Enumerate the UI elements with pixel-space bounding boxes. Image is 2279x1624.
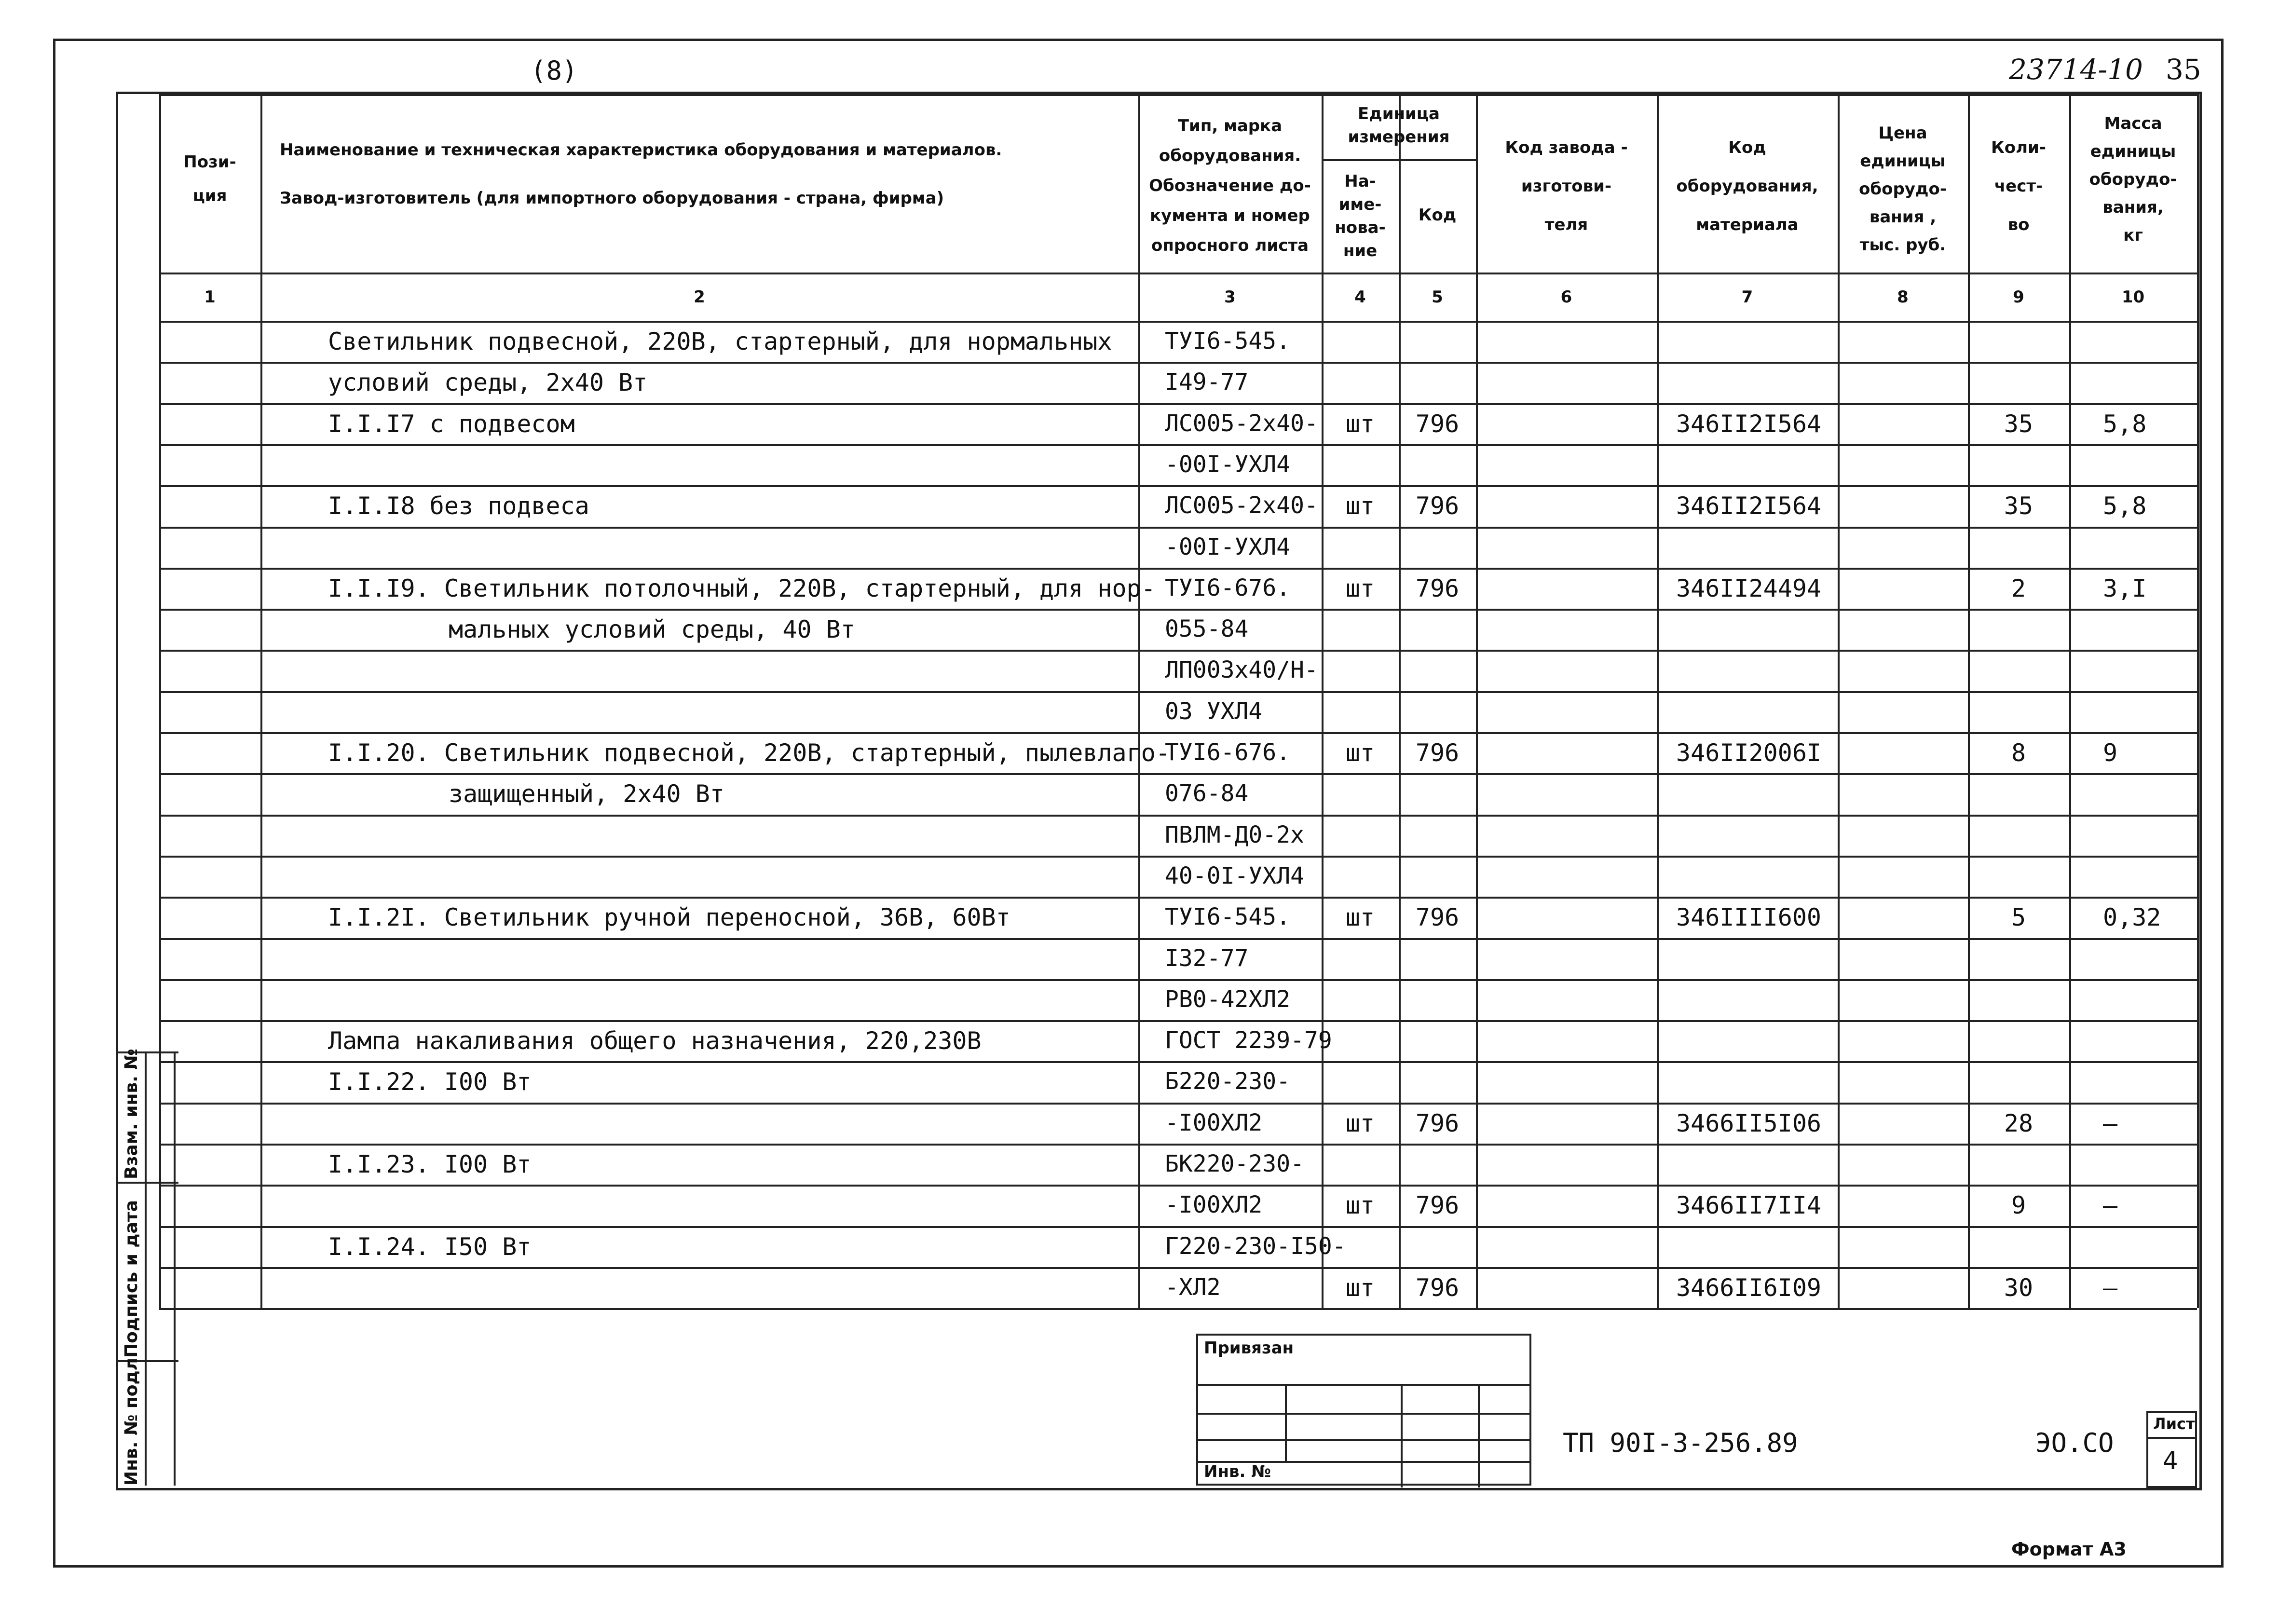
row-rule <box>159 1226 2197 1228</box>
row-equip-code: 346II24494 <box>1676 574 1822 602</box>
row-mass: 9 <box>2103 739 2118 767</box>
row-equip-code: 3466II6I09 <box>1676 1273 1822 1302</box>
header-qty: во <box>2007 215 2030 234</box>
col-rule-7 <box>1838 94 1840 1308</box>
row-unit-code: 796 <box>1415 1109 1460 1137</box>
side-label-vzam: Взам. инв. № <box>122 1049 141 1179</box>
column-number-7: 7 <box>1741 287 1753 307</box>
format-label: Формат А3 <box>2011 1539 2127 1560</box>
header-name-line2: Завод-изготовитель (для импортного оборудования - страна, фирма) <box>280 189 944 208</box>
header-qty: Коли- <box>1991 138 2046 157</box>
row-qty: 30 <box>2004 1273 2033 1302</box>
header-unit-name: име- <box>1338 195 1382 214</box>
number-row-rule <box>159 321 2197 323</box>
row-type: Г220-230-I50- <box>1165 1232 1346 1260</box>
row-type: ТУI6-676. <box>1165 739 1291 766</box>
col-rule-1 <box>260 94 262 1308</box>
row-equip-code: 346II2I564 <box>1676 492 1822 520</box>
privyazan-label: Привязан <box>1204 1338 1294 1358</box>
row-name: I.I.23. I00 Вт <box>328 1150 532 1178</box>
header-equip-code: материала <box>1696 215 1799 234</box>
col-rule-5 <box>1476 94 1478 1308</box>
row-rule <box>159 527 2197 529</box>
row-rule <box>159 732 2197 734</box>
row-type: 055-84 <box>1165 615 1249 643</box>
column-number-8: 8 <box>1897 287 1909 307</box>
table-top-rule <box>159 94 2197 96</box>
page-number-top: (8) <box>531 55 578 86</box>
row-type: Б220-230- <box>1165 1068 1291 1095</box>
row-unit: шт <box>1345 492 1375 520</box>
row-type: ЛС005-2х40- <box>1165 409 1318 437</box>
header-unit: Единица <box>1358 104 1440 123</box>
row-type: ТУI6-545. <box>1165 903 1291 931</box>
header-factory-code: изготови- <box>1521 177 1612 196</box>
row-name: I.I.I8 без подвеса <box>328 492 589 520</box>
header-factory-code: Код завода - <box>1505 138 1628 157</box>
row-rule <box>159 1061 2197 1063</box>
row-unit: шт <box>1345 739 1375 767</box>
row-unit-code: 796 <box>1415 903 1460 932</box>
row-rule <box>159 691 2197 693</box>
row-type: ТУI6-545. <box>1165 328 1291 355</box>
col-rule-10 <box>2197 94 2199 1308</box>
row-unit: шт <box>1345 409 1375 438</box>
row-type: ГОСТ 2239-79 <box>1165 1027 1332 1054</box>
row-mass: – <box>2103 1109 2118 1137</box>
row-rule <box>159 1267 2197 1269</box>
row-rule <box>159 1020 2197 1022</box>
row-type: ТУI6-676. <box>1165 574 1291 601</box>
column-number-4: 4 <box>1354 287 1366 307</box>
row-name: защищенный, 2х40 Вт <box>449 780 724 808</box>
row-rule <box>159 362 2197 364</box>
col-rule-6 <box>1657 94 1659 1308</box>
row-mass: 3,I <box>2103 574 2147 602</box>
top-right-sheet: 35 <box>2166 53 2201 86</box>
row-unit-code: 796 <box>1415 1191 1460 1220</box>
row-name: Светильник подвесной, 220В, стартерный, для нормальных <box>328 328 1112 355</box>
row-mass: – <box>2103 1273 2118 1302</box>
row-qty: 35 <box>2004 492 2033 520</box>
row-name: условий среды, 2х40 Вт <box>328 368 648 397</box>
row-type: -00I-УХЛ4 <box>1165 450 1291 478</box>
row-rule <box>159 485 2197 487</box>
row-unit: шт <box>1345 903 1375 932</box>
header-mass: Масса <box>2104 114 2162 133</box>
header-unit: измерения <box>1348 127 1450 147</box>
sheet-box <box>2146 1411 2197 1488</box>
row-unit: шт <box>1345 1109 1375 1137</box>
header-price: единицы <box>1860 151 1946 171</box>
row-equip-code: 3466II5I06 <box>1676 1109 1822 1137</box>
side-label-podpis: Подпись и дата <box>122 1200 141 1358</box>
row-rule <box>159 650 2197 652</box>
header-type: Тип, марка <box>1177 116 1283 136</box>
header-mass: оборудо- <box>2089 170 2177 189</box>
row-mass: 0,32 <box>2103 903 2161 932</box>
row-rule <box>159 897 2197 899</box>
section-code: ЭО.СО <box>2035 1428 2114 1458</box>
row-name: I.I.24. I50 Вт <box>328 1232 532 1261</box>
row-equip-code: 346II2I564 <box>1676 409 1822 438</box>
row-type: -I00ХЛ2 <box>1165 1191 1263 1219</box>
row-rule <box>159 938 2197 940</box>
header-unit-name: нова- <box>1335 218 1386 237</box>
row-rule <box>159 1144 2197 1146</box>
row-type: ЛС005-2х40- <box>1165 492 1318 519</box>
header-mass: единицы <box>2090 142 2176 161</box>
header-unit-code: Код <box>1418 205 1457 225</box>
row-type: БК220-230- <box>1165 1150 1304 1177</box>
row-rule <box>159 815 2197 817</box>
column-number-6: 6 <box>1560 287 1572 307</box>
header-type: Обозначение до- <box>1149 176 1311 195</box>
row-qty: 9 <box>2011 1191 2026 1220</box>
side-label-inv: Инв. № подл. <box>122 1351 141 1486</box>
header-mass: кг <box>2123 226 2143 245</box>
row-type: -I00ХЛ2 <box>1165 1109 1263 1136</box>
row-rule <box>159 568 2197 570</box>
row-qty: 8 <box>2011 739 2026 767</box>
row-name: мальных условий среды, 40 Вт <box>449 615 855 644</box>
row-type: -00I-УХЛ4 <box>1165 533 1291 560</box>
row-type: I49-77 <box>1165 368 1249 396</box>
header-equip-code: оборудования, <box>1676 177 1818 196</box>
row-name: I.I.20. Светильник подвесной, 220В, стартерный, пылевлаго- <box>328 739 1170 767</box>
row-name: I.I.I9. Светильник потолочный, 220В, стартерный, для нор- <box>328 574 1156 602</box>
row-rule <box>159 979 2197 981</box>
sheet-label: Лист <box>2153 1415 2195 1433</box>
header-unit-name: На- <box>1344 172 1376 191</box>
row-name: I.I.22. I00 Вт <box>328 1068 532 1096</box>
row-unit-code: 796 <box>1415 1273 1460 1302</box>
column-number-5: 5 <box>1432 287 1443 307</box>
sheet-number: 4 <box>2163 1447 2178 1475</box>
row-mass: 5,8 <box>2103 492 2147 520</box>
col-rule-2 <box>1138 94 1140 1308</box>
row-type: 076-84 <box>1165 780 1249 807</box>
row-type: 03 УХЛ4 <box>1165 697 1263 725</box>
header-factory-code: теля <box>1544 215 1588 234</box>
header-position: ция <box>192 186 227 205</box>
row-rule <box>159 1103 2197 1105</box>
privyazan-block <box>1196 1334 1531 1486</box>
row-equip-code: 3466II7II4 <box>1676 1191 1822 1220</box>
header-type: оборудования. <box>1159 146 1301 165</box>
header-unit-name: ние <box>1343 241 1378 260</box>
unit-subheader-rule <box>1322 159 1476 161</box>
column-number-3: 3 <box>1224 287 1236 307</box>
row-rule <box>159 856 2197 858</box>
row-type: I32-77 <box>1165 944 1249 972</box>
header-price: вания , <box>1869 207 1937 227</box>
header-price: оборудо- <box>1859 179 1947 199</box>
row-unit-code: 796 <box>1415 574 1460 602</box>
row-qty: 28 <box>2004 1109 2033 1137</box>
doc-code: ТП 90I-3-256.89 <box>1563 1428 1798 1458</box>
row-unit: шт <box>1345 574 1375 602</box>
header-equip-code: Код <box>1728 138 1766 157</box>
row-equip-code: 346II2006I <box>1676 739 1822 767</box>
column-number-10: 10 <box>2121 287 2145 307</box>
row-equip-code: 346IIII600 <box>1676 903 1822 932</box>
header-mass: вания, <box>2102 198 2164 217</box>
row-type: ЛП003х40/Н- <box>1165 656 1318 684</box>
row-unit: шт <box>1345 1191 1375 1220</box>
row-unit: шт <box>1345 1273 1375 1302</box>
column-number-9: 9 <box>2013 287 2024 307</box>
header-bottom-rule <box>159 273 2197 274</box>
header-name-line1: Наименование и техническая характеристика оборудования и материалов. <box>280 140 1002 160</box>
row-unit-code: 796 <box>1415 739 1460 767</box>
row-rule <box>159 773 2197 775</box>
row-rule <box>159 609 2197 611</box>
row-unit-code: 796 <box>1415 409 1460 438</box>
header-type: опросного листа <box>1151 236 1309 255</box>
row-type: 40-0I-УХЛ4 <box>1165 862 1304 889</box>
row-type: -ХЛ2 <box>1165 1273 1221 1301</box>
header-price: Цена <box>1878 123 1927 143</box>
inv-no-label: Инв. № <box>1204 1462 1271 1481</box>
row-name: I.I.I7 с подвесом <box>328 409 575 438</box>
header-qty: чест- <box>1994 177 2043 196</box>
table-bottom-rule <box>159 1308 2197 1310</box>
row-rule <box>159 444 2197 446</box>
top-right-code: 23714-10 <box>2009 53 2143 86</box>
row-mass: 5,8 <box>2103 409 2147 438</box>
header-type: кумента и номер <box>1150 206 1310 225</box>
row-rule <box>159 403 2197 405</box>
column-number-1: 1 <box>204 287 216 307</box>
row-type: ПВЛМ-Д0-2х <box>1165 821 1304 848</box>
col-rule-9 <box>2069 94 2071 1308</box>
row-name: Лампа накаливания общего назначения, 220,230В <box>328 1027 982 1055</box>
row-qty: 35 <box>2004 409 2033 438</box>
row-rule <box>159 1185 2197 1187</box>
column-number-2: 2 <box>694 287 705 307</box>
row-name: I.I.2I. Светильник ручной переносной, 36В, 60Вт <box>328 903 1010 932</box>
row-type: РВ0-42ХЛ2 <box>1165 985 1291 1013</box>
header-position: Пози- <box>183 152 236 172</box>
row-unit-code: 796 <box>1415 492 1460 520</box>
row-qty: 2 <box>2011 574 2026 602</box>
row-mass: – <box>2103 1191 2118 1220</box>
row-qty: 5 <box>2011 903 2026 932</box>
header-price: тыс. руб. <box>1859 235 1946 255</box>
